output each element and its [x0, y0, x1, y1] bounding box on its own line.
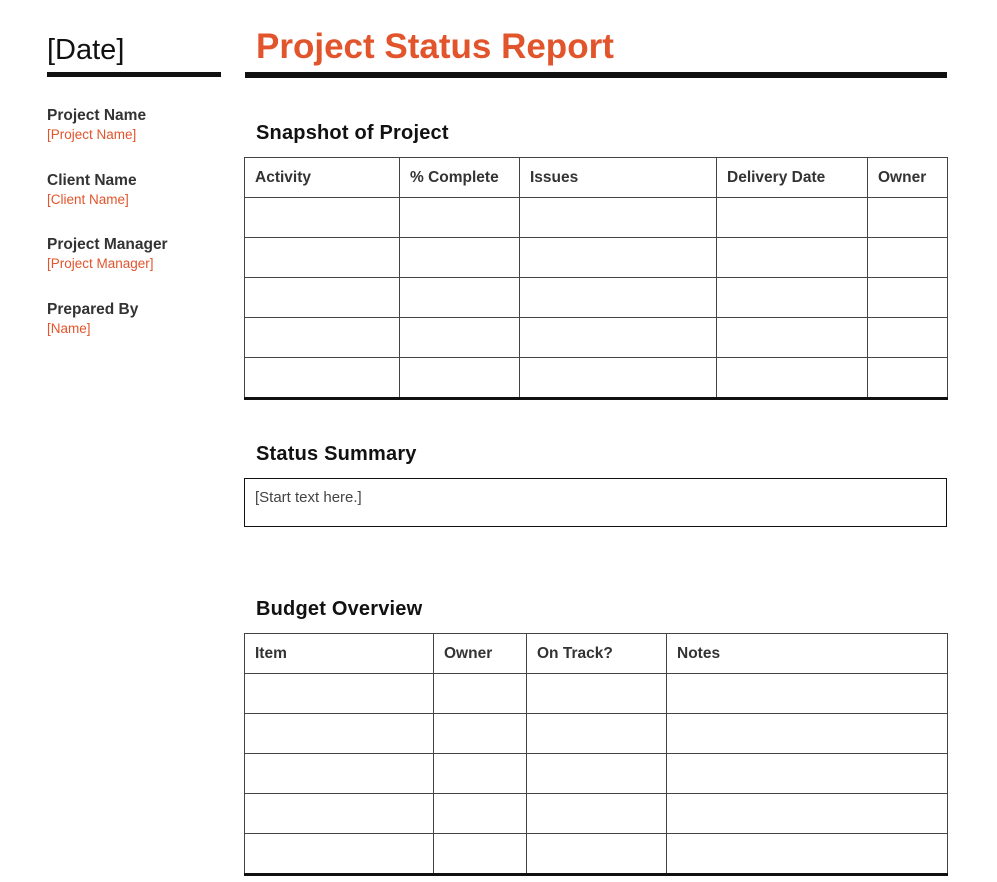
client-name-block — [47, 171, 137, 209]
table-cell[interactable] — [868, 198, 948, 238]
budget-col-owner: Owner — [434, 634, 527, 674]
date-rule-divider — [47, 72, 221, 77]
snapshot-title: Snapshot of Project — [256, 122, 449, 144]
snapshot-col-owner: Owner — [868, 158, 948, 198]
table-cell[interactable] — [868, 238, 948, 278]
table-cell[interactable] — [400, 318, 520, 358]
project-name-label: Project Name — [47, 107, 147, 124]
table-cell[interactable] — [717, 198, 868, 238]
table-row — [245, 358, 948, 399]
table-cell[interactable] — [245, 198, 400, 238]
project-manager-label: Project Manager — [47, 236, 168, 253]
table-cell[interactable] — [400, 278, 520, 318]
table-row — [245, 834, 948, 875]
table-cell[interactable] — [245, 794, 434, 834]
table-cell[interactable] — [245, 834, 434, 875]
date-heading: [Date] — [47, 34, 125, 66]
table-cell[interactable] — [434, 754, 527, 794]
table-cell[interactable] — [868, 358, 948, 399]
status-summary-title: Status Summary — [256, 443, 417, 465]
budget-overview-title: Budget Overview — [256, 598, 423, 620]
table-row — [245, 198, 948, 238]
table-row — [245, 318, 948, 358]
table-cell[interactable] — [400, 358, 520, 399]
table-cell[interactable] — [434, 674, 527, 714]
table-cell[interactable] — [245, 238, 400, 278]
budget-col-item: Item — [245, 634, 434, 674]
table-cell[interactable] — [434, 834, 527, 875]
snapshot-table — [244, 157, 948, 400]
project-manager-value[interactable]: [Project Manager] — [47, 256, 154, 271]
table-cell[interactable] — [527, 674, 667, 714]
table-cell[interactable] — [520, 278, 717, 318]
table-cell[interactable] — [245, 754, 434, 794]
table-row — [245, 674, 948, 714]
report-title: Project Status Report — [256, 27, 614, 66]
table-cell[interactable] — [245, 358, 400, 399]
table-cell[interactable] — [520, 318, 717, 358]
client-name-label: Client Name — [47, 172, 137, 189]
table-cell[interactable] — [868, 278, 948, 318]
table-cell[interactable] — [667, 714, 948, 754]
table-row — [245, 754, 948, 794]
budget-col-notes: Notes — [667, 634, 948, 674]
table-cell[interactable] — [527, 714, 667, 754]
table-cell[interactable] — [527, 794, 667, 834]
status-summary-text[interactable]: [Start text here.] — [255, 489, 362, 506]
table-row — [245, 794, 948, 834]
snapshot-col-issues: Issues — [520, 158, 717, 198]
client-name-value[interactable]: [Client Name] — [47, 192, 129, 207]
snapshot-col-delivery-date: Delivery Date — [717, 158, 868, 198]
table-cell[interactable] — [245, 674, 434, 714]
table-cell[interactable] — [520, 238, 717, 278]
budget-col-on-track: On Track? — [527, 634, 667, 674]
table-cell[interactable] — [434, 794, 527, 834]
table-cell[interactable] — [717, 238, 868, 278]
table-cell[interactable] — [400, 198, 520, 238]
prepared-by-label: Prepared By — [47, 301, 139, 318]
prepared-by-block — [47, 300, 138, 338]
table-row — [245, 714, 948, 754]
table-cell[interactable] — [527, 754, 667, 794]
budget-table — [244, 633, 948, 876]
table-cell[interactable] — [245, 278, 400, 318]
table-cell[interactable] — [667, 674, 948, 714]
project-manager-block — [47, 235, 168, 273]
snapshot-header-row — [245, 158, 948, 198]
snapshot-col-activity: Activity — [245, 158, 400, 198]
table-cell[interactable] — [245, 714, 434, 754]
table-cell[interactable] — [245, 318, 400, 358]
project-name-value[interactable]: [Project Name] — [47, 127, 137, 142]
table-cell[interactable] — [527, 834, 667, 875]
table-cell[interactable] — [434, 714, 527, 754]
table-row — [245, 278, 948, 318]
table-cell[interactable] — [667, 834, 948, 875]
table-cell[interactable] — [868, 318, 948, 358]
table-cell[interactable] — [400, 238, 520, 278]
table-cell[interactable] — [717, 318, 868, 358]
budget-header-row — [245, 634, 948, 674]
table-cell[interactable] — [520, 358, 717, 399]
title-rule-divider — [245, 72, 947, 78]
table-cell[interactable] — [667, 754, 948, 794]
project-name-block — [47, 106, 146, 144]
table-cell[interactable] — [667, 794, 948, 834]
snapshot-col-complete: % Complete — [400, 158, 520, 198]
table-row — [245, 238, 948, 278]
prepared-by-value[interactable]: [Name] — [47, 321, 91, 336]
table-cell[interactable] — [520, 198, 717, 238]
table-cell[interactable] — [717, 358, 868, 399]
status-summary-box[interactable] — [244, 478, 947, 527]
table-cell[interactable] — [717, 278, 868, 318]
